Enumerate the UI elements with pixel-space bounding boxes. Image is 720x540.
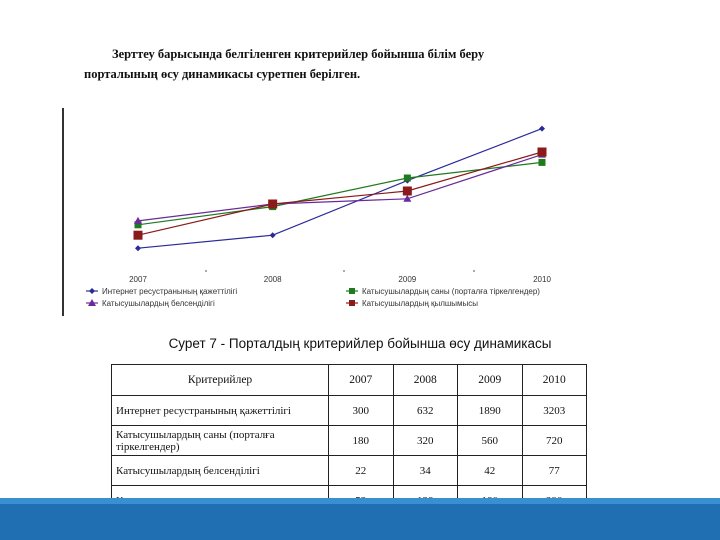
- footer-strip: [0, 498, 720, 504]
- cell-value: 22: [329, 456, 394, 486]
- data-point: [135, 245, 141, 251]
- data-point: [404, 175, 411, 182]
- series-line: [138, 152, 542, 235]
- figure-caption: Сурет 7 - Порталдың критерийлер бойынша өсу динамикасы: [168, 336, 552, 351]
- header-year-2010: 2010: [522, 365, 587, 396]
- table-row: [112, 396, 587, 426]
- x-tick-label: 2009: [398, 275, 417, 284]
- row-label: Катысушылардың саны (порталға тіркелгендер): [112, 426, 329, 456]
- data-point: [538, 148, 547, 157]
- legend-label: Катысушылардың саны (порталға тіркелгендер): [362, 287, 540, 296]
- series-line: [138, 155, 542, 221]
- legend-marker: [349, 300, 355, 306]
- x-tick-label: 2007: [129, 275, 147, 284]
- legend-label: Интернет ресустранының қажеттілігі: [102, 287, 238, 296]
- intro-line-2: порталының өсу динамикасы суретпен берілген.: [84, 67, 361, 81]
- row-label: Катысушылардың белсенділігі: [112, 456, 329, 486]
- cell-value: 42: [458, 456, 523, 486]
- x-tick-label: 2008: [263, 275, 282, 284]
- data-point: [134, 231, 143, 240]
- header-year-2007: 2007: [329, 365, 394, 396]
- intro-line-1: Зерттеу барысында белгіленген критерийлер бойынша білім беру: [112, 47, 485, 61]
- data-point: [539, 126, 545, 132]
- table-row: [112, 456, 587, 486]
- series-line: [138, 129, 542, 249]
- data-point: [539, 159, 546, 166]
- header-criteria: Критерийлер: [112, 365, 329, 396]
- legend-marker: [349, 288, 355, 294]
- row-label: Интернет ресустранының қажеттілігі: [112, 396, 329, 426]
- series-line: [138, 162, 542, 224]
- data-point: [268, 200, 277, 209]
- cell-value: 720: [522, 426, 587, 456]
- header-year-2008: 2008: [393, 365, 458, 396]
- intro-text: [84, 44, 604, 84]
- x-tick-label: 2010: [533, 275, 551, 284]
- legend-label: Катысушылардың белсенділігі: [102, 299, 215, 308]
- cell-value: 1890: [458, 396, 523, 426]
- left-axis-line: [62, 108, 64, 316]
- cell-value: 180: [329, 426, 394, 456]
- data-point: [270, 232, 276, 238]
- cell-value: 34: [393, 456, 458, 486]
- data-point: [403, 187, 412, 196]
- cell-value: 300: [329, 396, 394, 426]
- legend-marker: [89, 288, 95, 294]
- table-row: [112, 426, 587, 456]
- table-header-row: [112, 365, 587, 396]
- cell-value: 3203: [522, 396, 587, 426]
- footer-bar: [0, 498, 720, 540]
- cell-value: 320: [393, 426, 458, 456]
- criteria-table: [111, 364, 587, 516]
- growth-line-chart: [70, 110, 615, 315]
- header-year-2009: 2009: [458, 365, 523, 396]
- legend-label: Катысушылардың қылшымысы: [362, 299, 479, 308]
- cell-value: 560: [458, 426, 523, 456]
- cell-value: 632: [393, 396, 458, 426]
- cell-value: 77: [522, 456, 587, 486]
